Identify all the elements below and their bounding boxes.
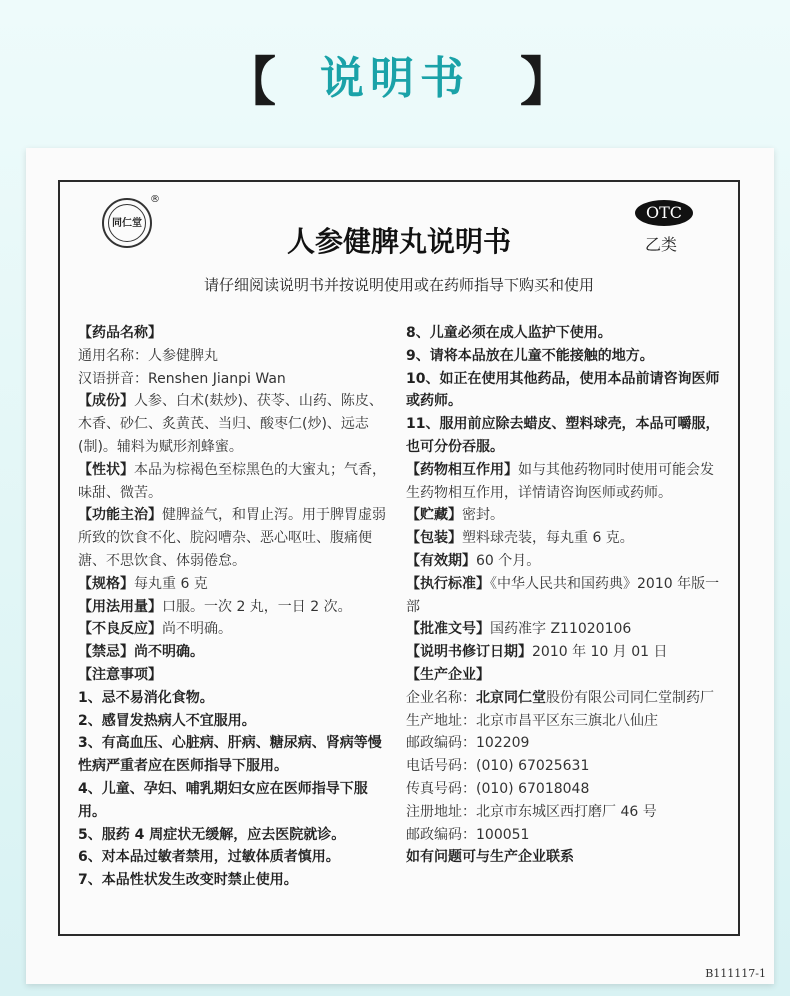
section-package: 【包装】塑料球壳装，每丸重 6 克。	[406, 530, 634, 547]
right-column	[406, 322, 722, 869]
print-code: B111117-1	[705, 967, 766, 980]
generic-name: 通用名称：人参健脾丸	[78, 347, 218, 364]
note-item: 5、服药 4 周症状无缓解，应去医院就诊。	[78, 826, 346, 843]
left-bracket: 【	[224, 53, 277, 113]
note-item: 2、感冒发热病人不宜服用。	[78, 712, 256, 729]
document-subtitle: 请仔细阅读说明书并按说明使用或在药师指导下购买和使用	[203, 276, 594, 294]
section-contra: 【禁忌】尚不明确。	[78, 644, 204, 661]
note-item: 10、如正在使用其他药品，使用本品前请咨询医师或药师。	[406, 370, 720, 410]
note-item: 9、请将本品放在儿童不能接触的地方。	[406, 347, 654, 364]
maker-zip: 邮政编码：102209	[406, 735, 530, 752]
section-spec: 【规格】每丸重 6 克	[78, 575, 208, 592]
note-item: 11、服用前应除去蜡皮、塑料球壳，本品可嚼服，也可分份吞服。	[406, 416, 720, 455]
page-title: 说明书	[320, 53, 470, 104]
maker-fax: 传真号码：(010) 67018048	[406, 780, 590, 797]
right-bracket: 】	[520, 53, 573, 113]
section-character: 【性状】本品为棕褐色至棕黑色的大蜜丸；气香，味甜、微苦。	[78, 461, 386, 501]
note-item: 7、本品性状发生改变时禁止使用。	[78, 872, 298, 889]
document-title: 人参健脾丸说明书	[286, 225, 511, 258]
section-validity: 【有效期】60 个月。	[406, 552, 541, 569]
left-column	[78, 322, 388, 892]
registered-zip: 邮政编码：100051	[406, 826, 530, 843]
section-notes-heading: 【注意事项】	[78, 666, 162, 683]
section-storage: 【贮藏】密封。	[406, 507, 504, 524]
section-revision: 【说明书修订日期】2010 年 10 月 01 日	[406, 644, 668, 661]
section-name-heading: 【药品名称】	[78, 325, 162, 341]
contact-note: 如有问题可与生产企业联系	[406, 849, 574, 866]
maker-address: 生产地址：北京市昌平区东三旗北八仙庄	[406, 712, 658, 729]
registered-address: 注册地址：北京市东城区西打磨厂 46 号	[406, 803, 657, 820]
logo-text: 同仁堂	[108, 204, 146, 242]
note-item: 6、对本品过敏者禁用，过敏体质者慎用。	[78, 849, 340, 866]
otc-class: 乙类	[645, 235, 678, 254]
otc-badge: OTC	[635, 200, 693, 226]
section-adverse: 【不良反应】尚不明确。	[78, 621, 232, 638]
registered-mark: ®	[150, 194, 160, 205]
note-item: 3、有高血压、心脏病、肝病、糖尿病、肾病等慢性病严重者应在医师指导下服用。	[78, 735, 382, 775]
note-item: 8、儿童必须在成人监护下使用。	[406, 325, 612, 341]
section-interaction: 【药物相互作用】如与其他药物同时使用可能会发生药物相互作用，详情请咨询医师或药师。	[406, 461, 714, 501]
section-standard: 【执行标准】《中华人民共和国药典》2010 年版一部	[406, 575, 720, 615]
maker-phone: 电话号码：(010) 67025631	[406, 758, 590, 775]
section-approval: 【批准文号】国药准字 Z11020106	[406, 621, 632, 638]
section-maker-heading: 【生产企业】	[406, 666, 490, 683]
leaflet-frame	[58, 180, 740, 936]
maker-name: 企业名称：北京同仁堂股份有限公司同仁堂制药厂	[406, 689, 714, 706]
pinyin-name: 汉语拼音：Renshen Jianpi Wan	[78, 370, 286, 387]
page-header	[0, 0, 790, 120]
section-ingredients: 【成份】人参、白术(麸炒)、茯苓、山药、陈皮、木香、砂仁、炙黄芪、当归、酸枣仁(炒)、远志(制)。辅料为赋形剂蜂蜜。	[78, 393, 383, 455]
leaflet-paper	[26, 148, 774, 984]
note-item: 4、儿童、孕妇、哺乳期妇女应在医师指导下服用。	[78, 780, 368, 820]
note-item: 1、忌不易消化食物。	[78, 689, 214, 706]
section-usage: 【用法用量】口服。一次 2 丸，一日 2 次。	[78, 598, 352, 615]
section-function: 【功能主治】健脾益气，和胃止泻。用于脾胃虚弱所致的饮食不化、脘闷嘈杂、恶心呕吐、腹痛便溏、不思饮食、体弱倦怠。	[78, 507, 386, 569]
